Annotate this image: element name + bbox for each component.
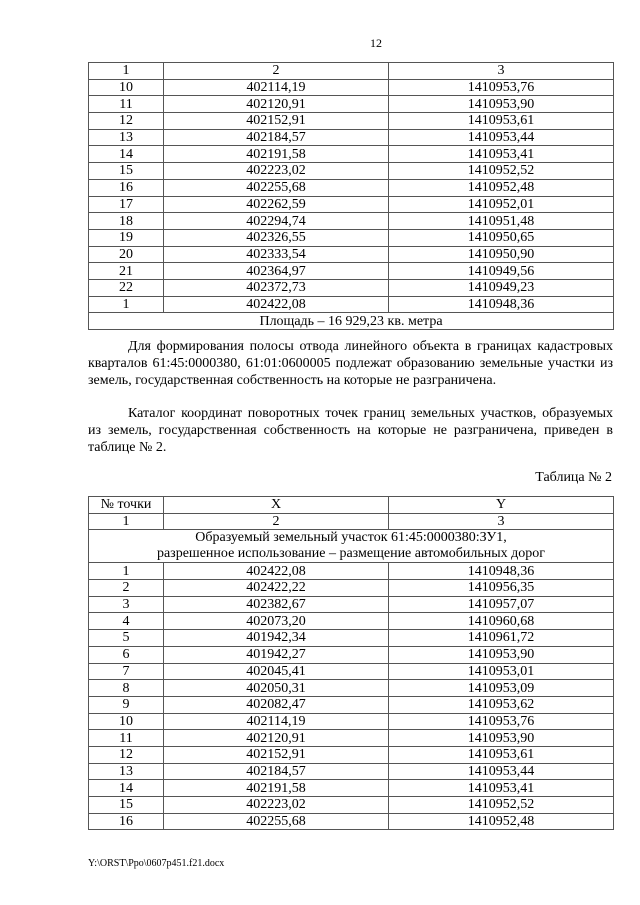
- point-number-cell: 3: [89, 596, 164, 613]
- y-cell: 1410960,68: [389, 613, 614, 630]
- y-cell: 1410948,36: [389, 563, 614, 580]
- header-cell: Y: [389, 497, 614, 514]
- y-cell: 1410956,35: [389, 580, 614, 597]
- point-number-cell: 12: [89, 746, 164, 763]
- table-row: [89, 696, 614, 713]
- table-row: [89, 730, 614, 747]
- table-row: [89, 296, 614, 313]
- x-cell: 402382,67: [164, 596, 389, 613]
- table-row: [89, 780, 614, 797]
- x-cell: 401942,34: [164, 630, 389, 647]
- section-usage: разрешенное использование – размещение автомобильных дорог: [156, 546, 546, 562]
- y-cell: 1410953,61: [389, 113, 614, 130]
- y-cell: 1410948,36: [389, 296, 614, 313]
- header-cell: 3: [389, 63, 614, 80]
- y-cell: 1410952,52: [389, 163, 614, 180]
- table-row: [89, 246, 614, 263]
- point-number-cell: 12: [89, 113, 164, 130]
- table-row: [89, 680, 614, 697]
- table-row: [89, 79, 614, 96]
- coordinates-table-2: [88, 496, 614, 830]
- table-row: [89, 113, 614, 130]
- table-row: [89, 163, 614, 180]
- y-cell: 1410953,90: [389, 646, 614, 663]
- y-cell: 1410953,09: [389, 680, 614, 697]
- section-title: Образуемый земельный участок 61:45:0000380:ЗУ1,: [195, 530, 507, 546]
- x-cell: 402073,20: [164, 613, 389, 630]
- area-cell: Площадь – 16 929,23 кв. метра: [89, 313, 614, 330]
- point-number-cell: 16: [89, 179, 164, 196]
- point-number-cell: 20: [89, 246, 164, 263]
- table-row: [89, 229, 614, 246]
- point-number-cell: 11: [89, 96, 164, 113]
- y-cell: 1410953,41: [389, 146, 614, 163]
- table-row: [89, 663, 614, 680]
- table-row: [89, 196, 614, 213]
- y-cell: 1410952,48: [389, 179, 614, 196]
- table-row: [89, 279, 614, 296]
- header-cell: 1: [89, 513, 164, 530]
- x-cell: 402184,57: [164, 763, 389, 780]
- point-number-cell: 5: [89, 630, 164, 647]
- y-cell: 1410950,65: [389, 229, 614, 246]
- point-number-cell: 1: [89, 563, 164, 580]
- point-number-cell: 13: [89, 763, 164, 780]
- table-caption: Таблица № 2: [535, 470, 612, 485]
- table-row: [89, 213, 614, 230]
- x-cell: 402422,08: [164, 563, 389, 580]
- x-cell: 402114,19: [164, 713, 389, 730]
- point-number-cell: 8: [89, 680, 164, 697]
- x-cell: 402422,22: [164, 580, 389, 597]
- point-number-cell: 13: [89, 129, 164, 146]
- x-cell: 402294,74: [164, 213, 389, 230]
- x-cell: 402223,02: [164, 163, 389, 180]
- point-number-cell: 19: [89, 229, 164, 246]
- header-cell: X: [164, 497, 389, 514]
- y-cell: 1410953,01: [389, 663, 614, 680]
- x-cell: 402120,91: [164, 730, 389, 747]
- y-cell: 1410953,76: [389, 79, 614, 96]
- y-cell: 1410951,48: [389, 213, 614, 230]
- x-cell: 402082,47: [164, 696, 389, 713]
- header-cell: 2: [164, 63, 389, 80]
- column-number-row: [89, 513, 614, 530]
- point-number-cell: 21: [89, 263, 164, 280]
- x-cell: 402114,19: [164, 79, 389, 96]
- point-number-cell: 1: [89, 296, 164, 313]
- x-cell: 402191,58: [164, 146, 389, 163]
- table-row: [89, 613, 614, 630]
- column-header-row: [89, 497, 614, 514]
- x-cell: 402255,68: [164, 813, 389, 830]
- y-cell: 1410953,76: [389, 713, 614, 730]
- point-number-cell: 2: [89, 580, 164, 597]
- point-number-cell: 7: [89, 663, 164, 680]
- point-number-cell: 10: [89, 713, 164, 730]
- y-cell: 1410953,62: [389, 696, 614, 713]
- file-path-footer: Y:\ORST\Ppo\0607p451.f21.docx: [88, 858, 225, 869]
- point-number-cell: 14: [89, 780, 164, 797]
- table-row: [89, 713, 614, 730]
- point-number-cell: 4: [89, 613, 164, 630]
- x-cell: 402152,91: [164, 746, 389, 763]
- table-row: [89, 746, 614, 763]
- header-cell: 2: [164, 513, 389, 530]
- header-cell: 3: [389, 513, 614, 530]
- point-number-cell: 18: [89, 213, 164, 230]
- section-cell: [89, 530, 614, 563]
- x-cell: 402120,91: [164, 96, 389, 113]
- table-row: [89, 646, 614, 663]
- x-cell: 402262,59: [164, 196, 389, 213]
- point-number-cell: 16: [89, 813, 164, 830]
- table-row: [89, 580, 614, 597]
- paragraph-formation: Для формирования полосы отвода линейного объекта в границах кадастровых кварталов 61:45:0000380, 61:01:0600005 подлежат образованию земельные участки из земель, государственная собственность на которые не разграничена.: [88, 339, 613, 388]
- y-cell: 1410961,72: [389, 630, 614, 647]
- section-row: [89, 530, 614, 563]
- y-cell: 1410953,44: [389, 763, 614, 780]
- x-cell: 401942,27: [164, 646, 389, 663]
- area-row: [89, 313, 614, 330]
- table-row: [89, 263, 614, 280]
- table-row: [89, 146, 614, 163]
- y-cell: 1410953,90: [389, 730, 614, 747]
- x-cell: 402050,31: [164, 680, 389, 697]
- table-row: [89, 129, 614, 146]
- table-row: [89, 630, 614, 647]
- x-cell: 402191,58: [164, 780, 389, 797]
- y-cell: 1410949,23: [389, 279, 614, 296]
- y-cell: 1410953,90: [389, 96, 614, 113]
- y-cell: 1410957,07: [389, 596, 614, 613]
- x-cell: 402333,54: [164, 246, 389, 263]
- point-number-cell: 9: [89, 696, 164, 713]
- x-cell: 402223,02: [164, 797, 389, 814]
- x-cell: 402422,08: [164, 296, 389, 313]
- point-number-cell: 15: [89, 163, 164, 180]
- y-cell: 1410953,41: [389, 780, 614, 797]
- y-cell: 1410952,48: [389, 813, 614, 830]
- table-row: [89, 96, 614, 113]
- point-number-cell: 11: [89, 730, 164, 747]
- point-number-cell: 10: [89, 79, 164, 96]
- table-row: [89, 763, 614, 780]
- x-cell: 402045,41: [164, 663, 389, 680]
- y-cell: 1410952,01: [389, 196, 614, 213]
- x-cell: 402184,57: [164, 129, 389, 146]
- x-cell: 402152,91: [164, 113, 389, 130]
- x-cell: 402372,73: [164, 279, 389, 296]
- point-number-cell: 22: [89, 279, 164, 296]
- y-cell: 1410952,52: [389, 797, 614, 814]
- table-row: [89, 813, 614, 830]
- x-cell: 402364,97: [164, 263, 389, 280]
- column-number-row: [89, 63, 614, 80]
- y-cell: 1410953,61: [389, 746, 614, 763]
- page-number: 12: [370, 36, 382, 50]
- point-number-cell: 6: [89, 646, 164, 663]
- table-row: [89, 563, 614, 580]
- y-cell: 1410949,56: [389, 263, 614, 280]
- point-number-cell: 14: [89, 146, 164, 163]
- paragraph-catalog: Каталог координат поворотных точек границ земельных участков, образуемых из земель, государственная собственность на которые не разграничена, приведен в таблице № 2.: [88, 406, 613, 455]
- header-cell: № точки: [89, 497, 164, 514]
- x-cell: 402326,55: [164, 229, 389, 246]
- table-row: [89, 797, 614, 814]
- x-cell: 402255,68: [164, 179, 389, 196]
- coordinates-table-continued: [88, 62, 614, 330]
- header-cell: 1: [89, 63, 164, 80]
- table-row: [89, 596, 614, 613]
- y-cell: 1410950,90: [389, 246, 614, 263]
- y-cell: 1410953,44: [389, 129, 614, 146]
- table-row: [89, 179, 614, 196]
- point-number-cell: 15: [89, 797, 164, 814]
- point-number-cell: 17: [89, 196, 164, 213]
